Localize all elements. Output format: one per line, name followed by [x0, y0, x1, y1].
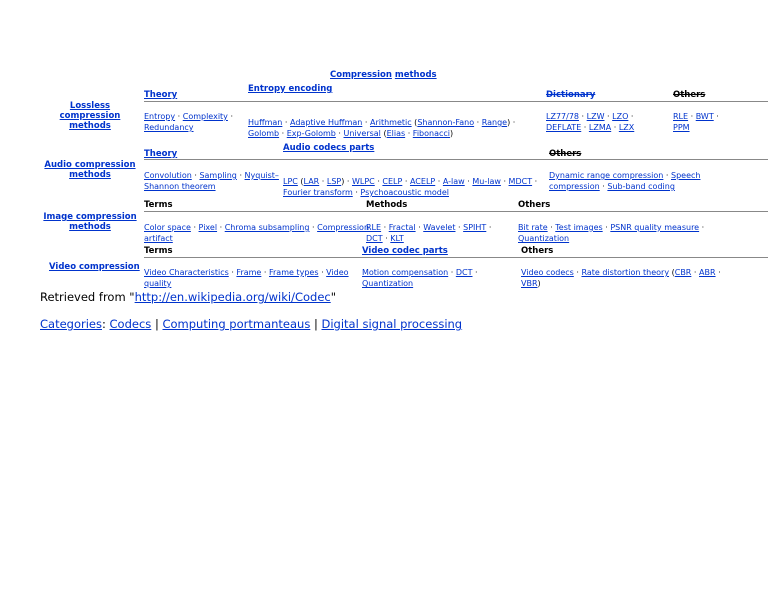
link-psychoacoustic-model[interactable]: Psychoacoustic model [360, 188, 449, 197]
link-convolution[interactable]: Convolution [144, 171, 192, 180]
link-klt[interactable]: KLT [390, 234, 404, 243]
heading-terms-image: Terms [144, 200, 173, 210]
retrieved-url-link[interactable]: http://en.wikipedia.org/wiki/Codec [134, 290, 331, 304]
link-golomb[interactable]: Golomb [248, 129, 280, 138]
heading-methods-image: Methods [366, 200, 408, 210]
link-a-law[interactable]: A-law [442, 177, 465, 186]
link-mu-law[interactable]: Mu-law [472, 177, 501, 186]
heading-audio-codecs-parts[interactable]: Audio codecs parts [283, 143, 375, 153]
link-compression-artifact[interactable]: Compression [317, 223, 370, 232]
link-bit-rate[interactable]: Bit rate [518, 223, 548, 232]
link-spiht[interactable]: SPIHT [463, 223, 487, 232]
link-artifact[interactable]: artifact [144, 234, 173, 243]
divider [144, 101, 768, 102]
link-shannon-fano[interactable]: Shannon-Fano [417, 118, 475, 127]
link-range[interactable]: Range [481, 118, 508, 127]
image-methods-links: RLE · Fractal · Wavelet · SPIHT · [366, 223, 492, 232]
link-lzx[interactable]: LZX [618, 123, 635, 132]
video-terms-links: Video Characteristics · Frame · Frame types · Video [144, 268, 349, 277]
link-shannon-theorem[interactable]: Shannon theorem [144, 182, 216, 191]
link-vbr[interactable]: VBR [521, 279, 538, 288]
lossless-entropy-links: Huffman · Adaptive Huffman · Arithmetic (Shannon-Fano · Range) · [248, 118, 516, 127]
link-lzma[interactable]: LZMA [588, 123, 612, 132]
divider [144, 257, 768, 258]
heading-others-video: Others [521, 246, 554, 256]
link-sub-band-coding[interactable]: Sub-band coding [607, 182, 675, 191]
image-terms-links: Color space · Pixel · Chroma subsampling · Compression [144, 223, 370, 232]
link-mdct[interactable]: MDCT [508, 177, 533, 186]
heading-others-lossless: Others [673, 90, 706, 100]
heading-others-audio: Others [549, 149, 582, 159]
row-label-image[interactable] [40, 212, 140, 232]
heading-others-image: Others [518, 200, 551, 210]
video-parts-links: Motion compensation · DCT · [362, 268, 478, 277]
link-elias[interactable]: Elias [386, 129, 406, 138]
categories-link[interactable]: Categories [40, 317, 102, 331]
link-image-dct[interactable]: DCT [366, 234, 383, 243]
audio-theory-links: Convolution · Sampling · Nyquist– [144, 171, 279, 180]
link-psnr[interactable]: PSNR quality measure [610, 223, 700, 232]
link-lar[interactable]: LAR [303, 177, 320, 186]
link-fibonacci[interactable]: Fibonacci [412, 129, 451, 138]
link-lpc[interactable]: LPC [283, 177, 298, 186]
link-lsp[interactable]: LSP [326, 177, 342, 186]
link-celp[interactable]: CELP [382, 177, 403, 186]
link-exp-golomb[interactable]: Exp-Golomb [286, 129, 336, 138]
link-image-quantization[interactable]: Quantization [518, 234, 570, 243]
link-chroma-subsampling[interactable]: Chroma subsampling [224, 223, 310, 232]
compression-link[interactable]: Compression [330, 70, 392, 80]
link-lzw[interactable]: LZW [586, 112, 605, 121]
link-complexity[interactable]: Complexity [182, 112, 228, 121]
heading-dictionary[interactable]: Dictionary [546, 90, 596, 100]
link-frame-types[interactable]: Frame types [269, 268, 319, 277]
video-others-links: Video codecs · Rate distortion theory (CBR · ABR · [521, 268, 721, 277]
link-quality[interactable]: quality [144, 279, 172, 288]
row-label-audio[interactable] [40, 160, 140, 180]
row-label-lossless[interactable] [40, 101, 140, 131]
link-speech[interactable]: Speech [671, 171, 701, 180]
row-label-lossless-line2[interactable]: methods [69, 121, 111, 131]
row-label-image-line2[interactable]: methods [69, 222, 111, 232]
link-rle[interactable]: RLE [673, 112, 689, 121]
link-universal[interactable]: Universal [343, 129, 381, 138]
link-pixel[interactable]: Pixel [198, 223, 218, 232]
row-label-audio-line2[interactable]: methods [69, 170, 111, 180]
category-codecs[interactable]: Codecs [109, 317, 152, 331]
row-label-audio-line1[interactable]: Audio compression [44, 160, 136, 170]
divider [144, 159, 768, 160]
heading-theory-lossless[interactable]: Theory [144, 90, 178, 100]
link-fractal[interactable]: Fractal [388, 223, 416, 232]
category-digital-signal-processing[interactable]: Digital signal processing [321, 317, 463, 331]
link-arithmetic[interactable]: Arithmetic [369, 118, 412, 127]
link-video-quantization[interactable]: Quantization [362, 279, 414, 288]
link-wavelet[interactable]: Wavelet [423, 223, 456, 232]
link-sampling[interactable]: Sampling [199, 171, 237, 180]
link-bwt[interactable]: BWT [695, 112, 714, 121]
link-nyquist[interactable]: Nyquist– [244, 171, 279, 180]
link-abr[interactable]: ABR [699, 268, 716, 277]
lossless-theory-links: Entropy · Complexity · [144, 112, 234, 121]
heading-theory-audio[interactable]: Theory [144, 149, 178, 159]
link-ppm[interactable]: PPM [673, 123, 690, 132]
navbox-title [330, 70, 437, 81]
link-rate-distortion-theory[interactable]: Rate distortion theory [581, 268, 670, 277]
row-label-image-line1[interactable]: Image compression [43, 212, 137, 222]
link-lzo[interactable]: LZO [612, 112, 629, 121]
link-deflate[interactable]: DEFLATE [546, 123, 582, 132]
categories-bar: Categories: Codecs | Computing portmanteaus | Digital signal processing [40, 317, 463, 331]
link-video-dct[interactable]: DCT [455, 268, 473, 277]
audio-parts-links: LPC (LAR · LSP) · WLPC · CELP · ACELP · A-law · Mu-law · MDCT · [283, 177, 538, 186]
link-wlpc[interactable]: WLPC [351, 177, 375, 186]
link-frame[interactable]: Frame [236, 268, 262, 277]
lossless-dictionary-links: LZ77/78 · LZW · LZO · [546, 112, 634, 121]
link-entropy[interactable]: Entropy [144, 112, 176, 121]
link-image-rle[interactable]: RLE [366, 223, 382, 232]
link-test-images[interactable]: Test images [555, 223, 603, 232]
link-dynamic-range-compression[interactable]: Dynamic range compression [549, 171, 664, 180]
link-huffman[interactable]: Huffman [248, 118, 283, 127]
image-others-links: Bit rate · Test images · PSNR quality measure · [518, 223, 705, 232]
divider [144, 211, 768, 212]
link-motion-compensation[interactable]: Motion compensation [362, 268, 449, 277]
heading-entropy-encoding[interactable]: Entropy encoding [248, 84, 333, 94]
retrieved-prefix: Retrieved from " [40, 290, 135, 304]
link-video-quality[interactable]: Video [326, 268, 349, 277]
link-speech-compression[interactable]: compression [549, 182, 600, 191]
link-cbr[interactable]: CBR [674, 268, 692, 277]
link-color-space[interactable]: Color space [144, 223, 191, 232]
link-video-characteristics[interactable]: Video Characteristics [144, 268, 229, 277]
heading-video-codec-parts[interactable]: Video codec parts [362, 246, 448, 256]
retrieved-suffix: " [330, 290, 337, 304]
category-computing-portmanteaus[interactable]: Computing portmanteaus [162, 317, 311, 331]
link-video-codecs[interactable]: Video codecs [521, 268, 574, 277]
retrieved-from [40, 290, 336, 304]
link-fourier-transform[interactable]: Fourier transform [283, 188, 353, 197]
row-label-video[interactable]: Video compression [49, 262, 140, 272]
link-lz77-78[interactable]: LZ77/78 [546, 112, 579, 121]
heading-terms-video: Terms [144, 246, 173, 256]
link-redundancy[interactable]: Redundancy [144, 123, 194, 132]
link-adaptive-huffman[interactable]: Adaptive Huffman [290, 118, 363, 127]
row-label-lossless-line1[interactable]: Lossless compression [59, 101, 121, 121]
lossless-others-links: RLE · BWT · [673, 112, 719, 121]
link-acelp[interactable]: ACELP [409, 177, 436, 186]
methods-link[interactable]: methods [394, 70, 437, 80]
audio-others-links: Dynamic range compression · Speech [549, 171, 701, 180]
